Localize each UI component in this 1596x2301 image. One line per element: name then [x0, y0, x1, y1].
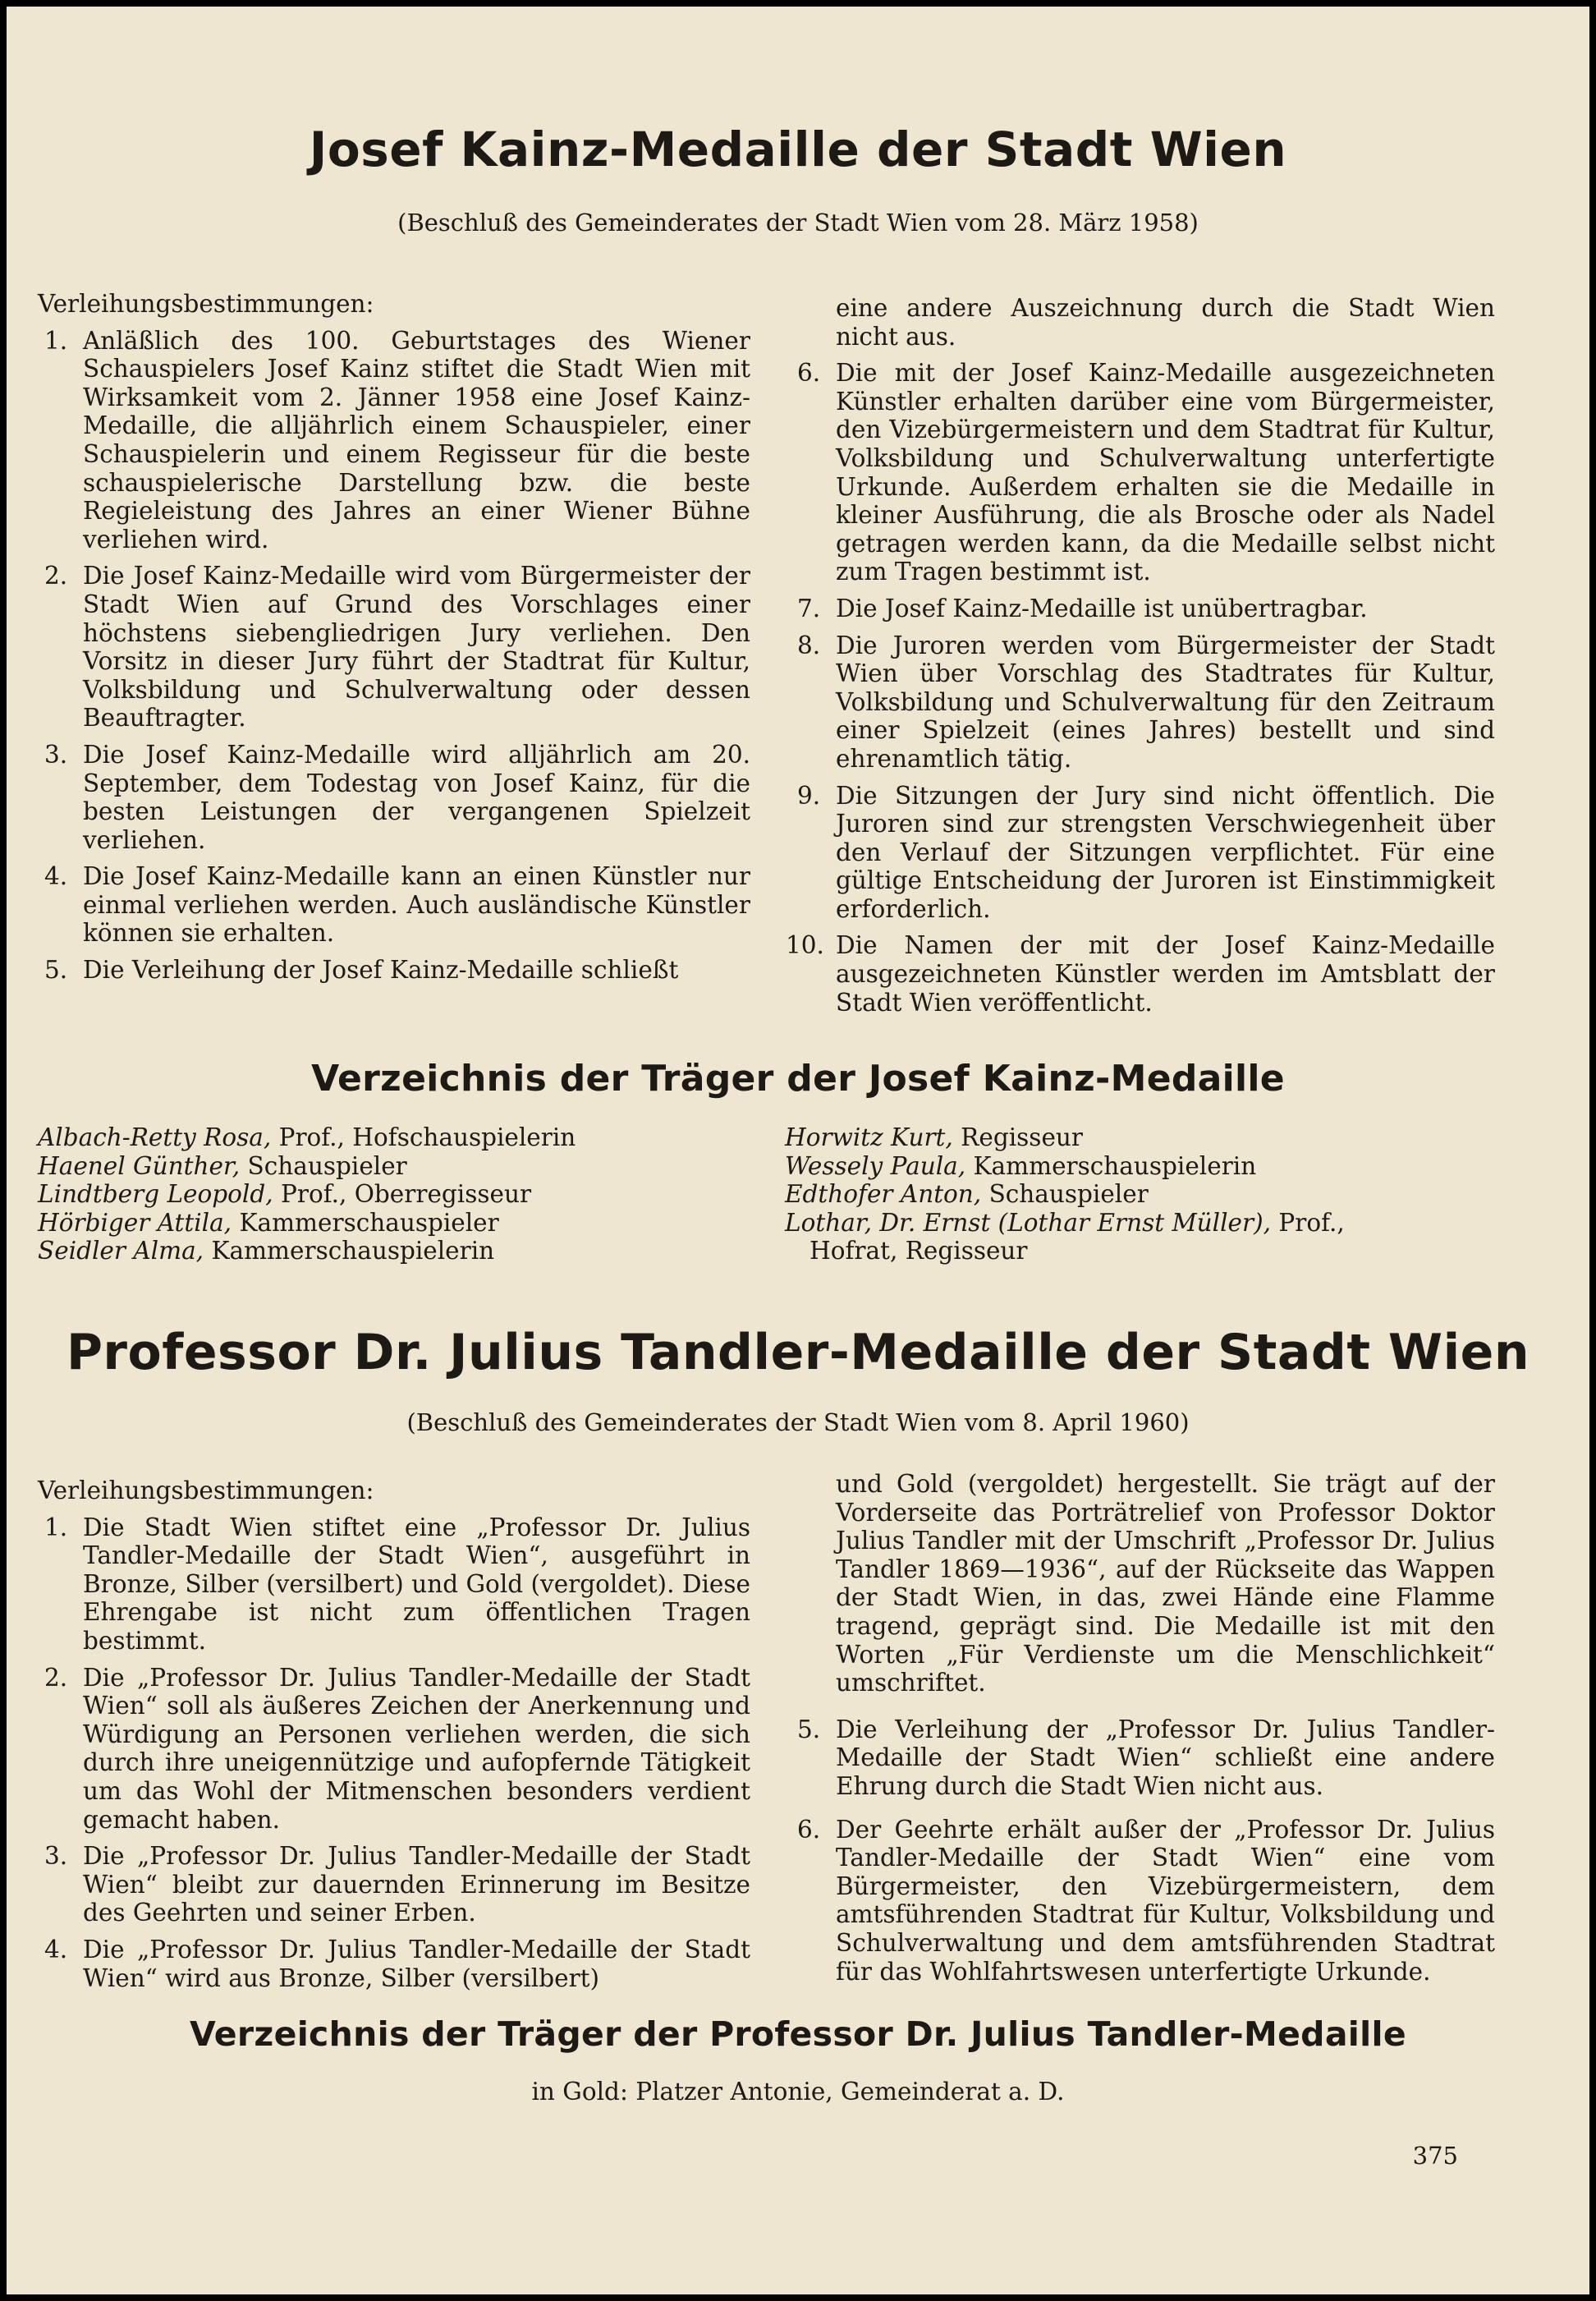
list-item: Horwitz Kurt, Regisseur — [785, 1123, 1083, 1151]
list-item: Haenel Günther, Schauspieler — [38, 1151, 407, 1180]
list-item: Wessely Paula, Kammerschauspielerin — [785, 1151, 1257, 1180]
tandler-title: Professor Dr. Julius Tandler-Medaille der Stadt Wien — [66, 1324, 1530, 1381]
kainz-right-column — [786, 294, 1495, 1025]
kainz-title: Josef Kainz-Medaille der Stadt Wien — [309, 122, 1287, 177]
tandler-rules-label: Verleihungsbestimmungen: — [38, 1477, 374, 1504]
list-item: 6. Der Geehrte erhält außer der „Professor Dr. Julius Tandler-Medaille der Stadt Wien“ eine vom Bürgermeister, den Vizebürgermeistern, dem amtsführenden Stadtrat für Kultur, Volksbildung und Schulverwaltung und dem amtsführenden Stadtrat für das Wohlfahrtswesen unterfertigte Urkunde. — [797, 1815, 1495, 1986]
list-item: 1. Anläßlich des 100. Geburtstages des Wiener Schauspielers Josef Kainz stiftet die Stadt Wien mit Wirksamkeit vom 2. Jänner 1958 eine Josef Kainz-Medaille, die alljährlich einem Schauspieler, einer Schauspielerin und einem Regisseur für die beste schauspielerische Darstellung bzw. die beste Regieleistung des Jahres an einer Wiener Bühne verliehen wird. — [44, 326, 750, 553]
kainz-right-list — [786, 359, 1495, 1017]
list-item: Hörbiger Attila, Kammerschauspieler — [38, 1208, 499, 1237]
list-item: Hofrat, Regisseur — [809, 1237, 1028, 1265]
kainz-recipients-left — [38, 1123, 576, 1265]
list-item: Albach-Retty Rosa, Prof., Hofschauspielerin — [38, 1123, 576, 1151]
tandler-right-list — [791, 1715, 1495, 1986]
list-item: 6. Die mit der Josef Kainz-Medaille ausgezeichneten Künstler erhalten darüber eine vom Bürgermeister, den Vizebürgermeistern und dem Stadtrat für Kultur, Volksbildung und Schulverwaltung unterfertigte Urkunde. Außerdem erhalten sie die Medaille in kleiner Ausführung, die als Brosche oder als Nadel getragen werden kann, da die Medaille selbst nicht zum Tragen bestimmt ist. — [797, 359, 1495, 586]
list-item: Lothar, Dr. Ernst (Lothar Ernst Müller), Prof., — [785, 1208, 1345, 1237]
kainz-continuation: eine andere Auszeichnung durch die Stadt Wien nicht aus. — [836, 294, 1495, 351]
list-item: Seidler Alma, Kammerschauspielerin — [38, 1237, 495, 1265]
tandler-recipients-title: Verzeichnis der Träger der Professor Dr. Julius Tandler-Medaille — [190, 2014, 1406, 2054]
tandler-subtitle: (Beschluß des Gemeinderates der Stadt Wien vom 8. April 1960) — [406, 1408, 1190, 1436]
list-item: 8. Die Juroren werden vom Bürgermeister der Stadt Wien über Vorschlag des Stadtrates für Kultur, Volksbildung und Schulverwaltung für den Zeitraum einer Spielzeit (eines Jahres) bestellt und sind ehrenamtlich tätig. — [797, 631, 1495, 773]
tandler-right-column — [791, 1470, 1495, 1994]
list-item: 9. Die Sitzungen der Jury sind nicht öffentlich. Die Juroren sind zur strengsten Verschwiegenheit über den Verlauf der Sitzungen verpflichtet. Für eine gültige Entscheidung der Juroren ist Einstimmigkeit erforderlich. — [797, 781, 1495, 923]
list-item: 2. Die Josef Kainz-Medaille wird vom Bürgermeister der Stadt Wien auf Grund des Vorschlages einer höchstens siebengliedrigen Jury verliehen. Den Vorsitz in dieser Jury führt der Stadtrat für Kultur, Volksbildung und Schulverwaltung oder dessen Beauftragter. — [44, 562, 750, 733]
kainz-subtitle: (Beschluß des Gemeinderates der Stadt Wien vom 28. März 1958) — [397, 209, 1199, 237]
kainz-left-list — [38, 327, 750, 985]
kainz-rules-label: Verleihungsbestimmungen: — [38, 290, 374, 318]
page-number: 375 — [1412, 2142, 1458, 2170]
list-item: Edthofer Anton, Schauspieler — [785, 1180, 1149, 1208]
list-item: 5. Die Verleihung der „Professor Dr. Julius Tandler-Medaille der Stadt Wien“ schließt eine andere Ehrung durch die Stadt Wien nicht aus. — [797, 1715, 1495, 1800]
list-item: 3. Die Josef Kainz-Medaille wird alljährlich am 20. September, dem Todestag von Josef Kainz, für die besten Leistungen der vergangenen Spielzeit verliehen. — [44, 740, 750, 854]
kainz-left-column — [38, 290, 750, 993]
list-item: 10. Die Namen der mit der Josef Kainz-Medaille ausgezeichneten Künstler werden im Amtsblatt der Stadt Wien veröffentlicht. — [786, 931, 1495, 1017]
document-page — [7, 7, 1589, 2294]
list-item: 2. Die „Professor Dr. Julius Tandler-Medaille der Stadt Wien“ soll als äußeres Zeichen der Anerkennung und Würdigung an Personen verliehen werden, die sich durch ihre uneigennützige und aufopfernde Tätigkeit um das Wohl der Mitmenschen besonders verdient gemacht haben. — [44, 1663, 750, 1834]
list-item: 3. Die „Professor Dr. Julius Tandler-Medaille der Stadt Wien“ bleibt zur dauernden Erinnerung im Besitze des Geehrten und seiner Erben. — [44, 1842, 750, 1927]
tandler-continuation: und Gold (vergoldet) hergestellt. Sie trägt auf der Vorderseite das Porträtrelief von Professor Doktor Julius Tandler mit der Umschrift „Professor Dr. Julius Tandler 1869—1936“, auf der Rückseite das Wappen der Stadt Wien, in das, zwei Hände eine Flamme tragend, geprägt sind. Die Medaille ist mit den Worten „Für Verdienste um die Menschlichkeit“ umschriftet. — [836, 1470, 1495, 1697]
kainz-recipients-right — [785, 1123, 1345, 1265]
list-item: 4. Die Josef Kainz-Medaille kann an einen Künstler nur einmal verliehen werden. Auch ausländische Künstler können sie erhalten. — [44, 862, 750, 948]
list-item: Lindtberg Leopold, Prof., Oberregisseur — [38, 1180, 532, 1208]
list-item: 7. Die Josef Kainz-Medaille ist unübertragbar. — [797, 594, 1368, 622]
tandler-recipients-line: in Gold: Platzer Antonie, Gemeinderat a. D. — [531, 2078, 1065, 2106]
list-item: 1. Die Stadt Wien stiftet eine „Professor Dr. Julius Tandler-Medaille der Stadt Wien“, ausgeführt in Bronze, Silber (versilbert) und Gold (vergoldet). Diese Ehrengabe ist nicht zum öffentlichen Tragen bestimmt. — [44, 1513, 750, 1655]
list-item: 4. Die „Professor Dr. Julius Tandler-Medaille der Stadt Wien“ wird aus Bronze, Silber (versilbert) — [44, 1935, 750, 1992]
tandler-left-column — [38, 1477, 750, 2000]
tandler-left-list — [38, 1513, 750, 1993]
kainz-recipients-title: Verzeichnis der Träger der Josef Kainz-Medaille — [311, 1058, 1285, 1100]
list-item: 5. Die Verleihung der Josef Kainz-Medaille schließt — [44, 956, 679, 985]
